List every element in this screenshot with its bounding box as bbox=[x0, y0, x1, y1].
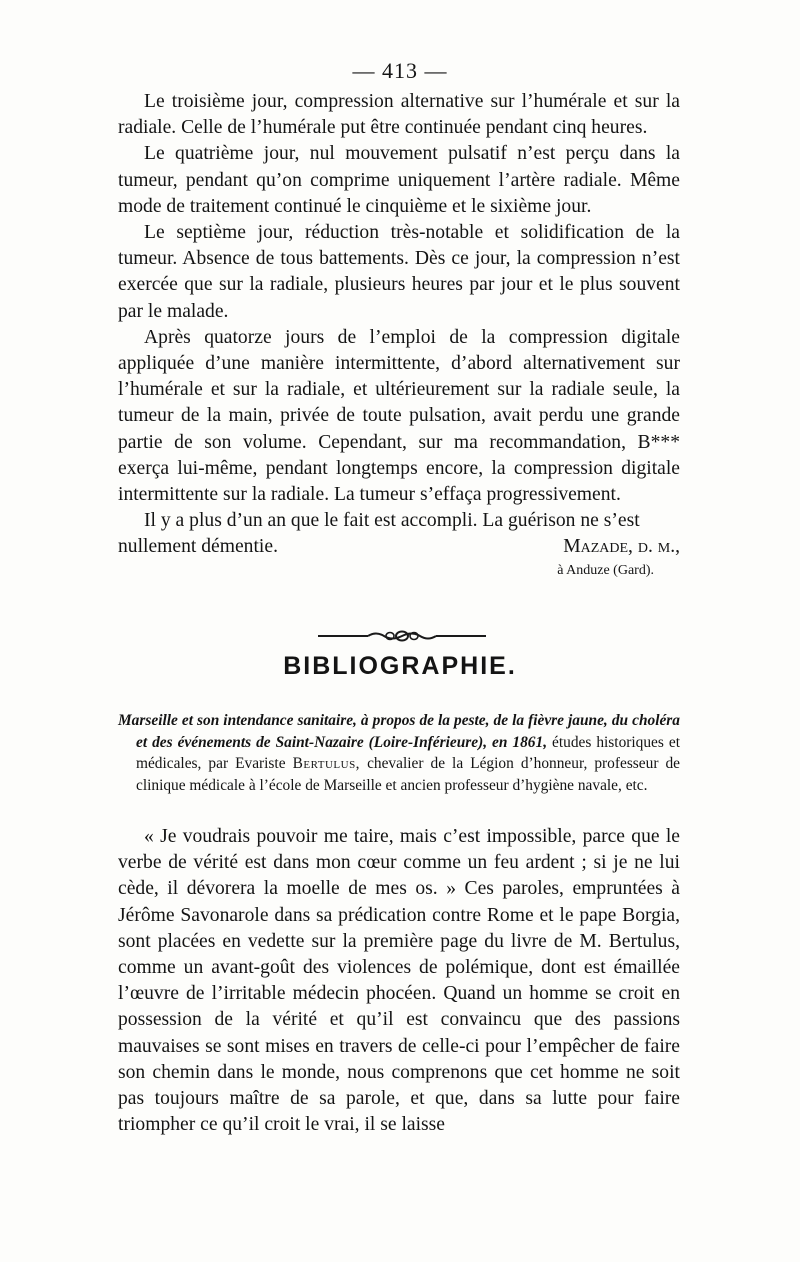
review-paragraph: « Je voudrais pouvoir me taire, mais c’est impossible, parce que le verbe de vérité est dans mon cœur comme un feu ardent ; si je ne lui cède, il dévorera la moelle de mes os. » Ces paroles, empruntées à Jérôme Savonarole dans sa prédication contre Rome et le pape Borgia, sont placées en vedette sur la première page du livre de M. Bertulus, comme un avant-goût des violences de polémique, dont est émaillée l’œuvre de l’irritable médecin phocéen. Quand un homme se croit en possession de la vérité et qu’il est convaincu que des passions mauvaises se sont mises en travers de celle-ci pour l’empêcher de faire son chemin dans le monde, nous comprenons que cet homme ne soit pas toujours maître de sa parole, et que, dans sa lutte pour faire triompher ce qu’il croit le vrai, il se laisse bbox=[118, 826, 680, 1136]
author-credentials: chevalier de la Légion d’honneur, professeur de clinique médicale à l’école de Marseille et ancien professeur d’hygiène navale, etc. bbox=[136, 755, 681, 794]
review-text bbox=[118, 824, 680, 1138]
article-body bbox=[118, 89, 680, 581]
paragraph-5: Il y a plus d’un an que le fait est accompli. La guérison ne s’est bbox=[144, 510, 640, 532]
ornament-divider bbox=[318, 629, 486, 643]
paragraph-3: Le septième jour, réduction très-notable et solidification de la tumeur. Absence de tous battements. Dès ce jour, la compression n’est exercée que sur la radiale, plusieurs heures par jour et le plus souvent par le malade. bbox=[118, 222, 680, 322]
signature-place: à Anduze (Gard). bbox=[557, 562, 654, 578]
book-description: études historiques et médicales, par Evariste bbox=[136, 733, 680, 772]
author-signature: Mazade, d. m., bbox=[563, 536, 680, 558]
paragraph-4: Après quatorze jours de l’emploi de la compression digitale appliquée d’une manière intermittente, d’abord alternativement sur l’humérale et sur la radiale, et ultérieurement sur la radiale seule, la tumeur de la main, privée de toute pulsation, avait perdu une grande partie de son volume. Cependant, sur ma recommandation, B*** exerça lui-même, pendant longtemps encore, la compression digitale intermittente sur la radiale. La tumeur s’effaça progressivement. bbox=[118, 326, 680, 506]
bibliography-citation bbox=[118, 710, 680, 796]
book-author: Bertulus, bbox=[292, 755, 361, 772]
page-number: — 413 — bbox=[352, 58, 448, 83]
bibliography-entry bbox=[118, 710, 680, 796]
section-heading: BIBLIOGRAPHIE. bbox=[283, 652, 517, 680]
paragraph-2: Le quatrième jour, nul mouvement pulsatif n’est perçu dans la tumeur, pendant qu’on comprime uniquement l’artère radiale. Même mode de traitement continué le cinquième et le sixième jour. bbox=[118, 143, 680, 217]
closing-text: nullement démentie. bbox=[118, 536, 278, 558]
signature-line bbox=[118, 534, 680, 560]
book-title: Marseille et son intendance sanitaire, à propos de la peste, de la fièvre jaune, du choléra et des événements de Saint-Nazaire (Loire-Inférieure), en 1861, bbox=[118, 712, 680, 751]
paragraph-1: Le troisième jour, compression alternative sur l’humérale et sur la radiale. Celle de l’humérale put être continuée pendant cinq heures. bbox=[118, 91, 680, 139]
